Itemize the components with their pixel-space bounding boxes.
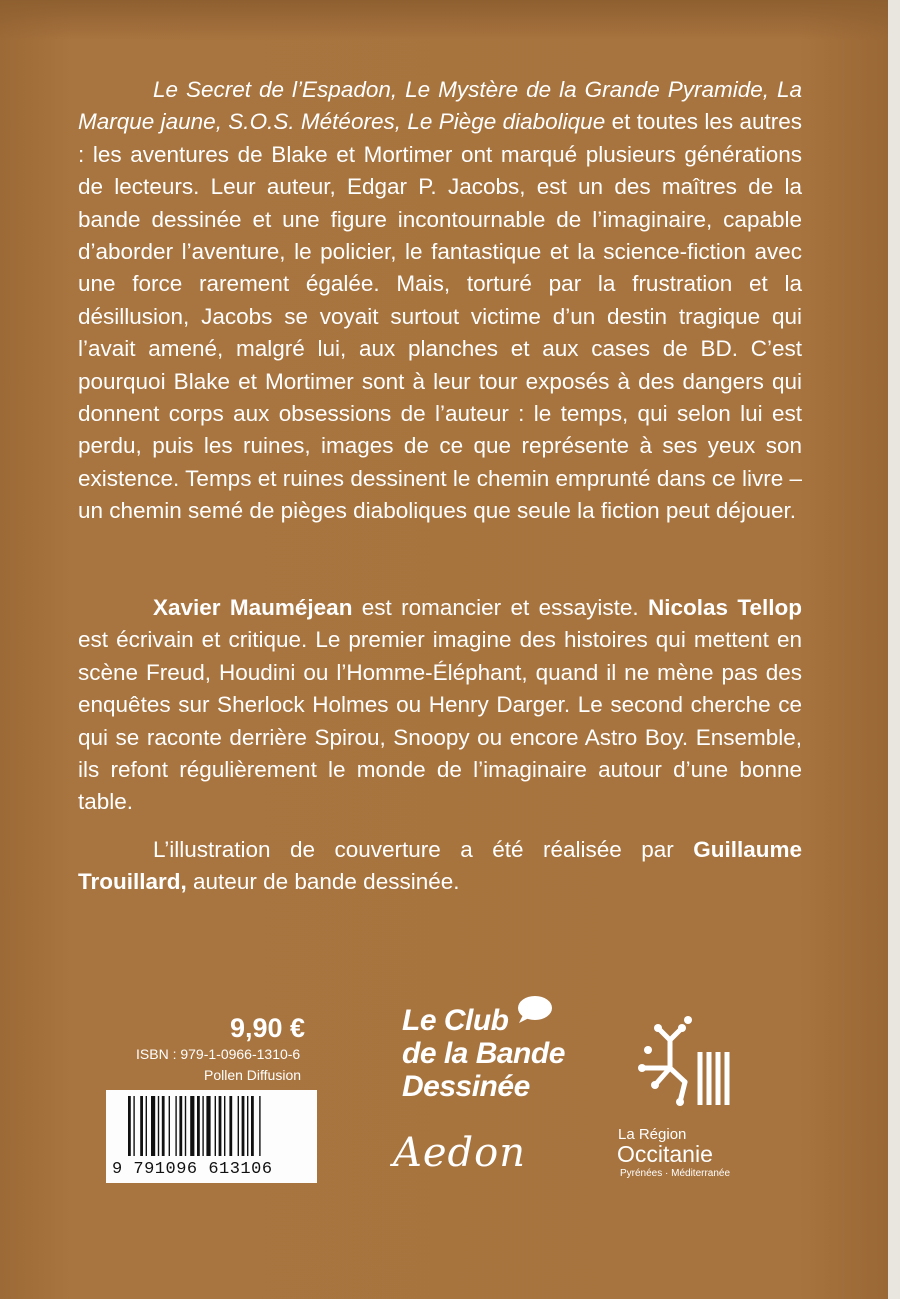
barcode-bar xyxy=(229,1096,232,1156)
club-logo-line: Dessinée xyxy=(402,1070,530,1103)
isbn: ISBN : 979-1-0966-1310-6 xyxy=(136,1046,301,1062)
club-logo-line: de la Bande xyxy=(402,1037,565,1070)
speech-bubble-icon xyxy=(515,995,553,1025)
scan-shadow xyxy=(0,0,888,40)
barcode-bar xyxy=(247,1096,248,1156)
author-name-2: Nicolas Tellop xyxy=(648,595,802,620)
barcode-bar xyxy=(224,1096,225,1156)
barcode-bar xyxy=(202,1096,203,1156)
barcode-bar xyxy=(158,1096,159,1156)
barcode-bar xyxy=(238,1096,239,1156)
barcode-bars xyxy=(106,1090,317,1160)
illustration-credit xyxy=(78,834,802,899)
barcode-bar xyxy=(133,1096,134,1156)
barcode-bar xyxy=(251,1096,254,1156)
publisher-logo: Aedon xyxy=(393,1130,527,1176)
barcode-bar xyxy=(185,1096,186,1156)
region-label: La Région xyxy=(618,1126,687,1143)
barcode-bar xyxy=(259,1096,260,1156)
distributor: Pollen Diffusion xyxy=(204,1067,302,1083)
barcode-bar xyxy=(151,1096,155,1156)
authors-paragraph xyxy=(78,592,802,819)
barcode-bar xyxy=(146,1096,147,1156)
blurb-titles: Le Secret de l’Espadon, Le Mystère de la Grande Pyramide, La Marque jaune, S.O.S. Météores, Le Piège diabolique xyxy=(78,77,802,135)
barcode-bar xyxy=(128,1096,131,1156)
blurb-paragraph xyxy=(78,74,802,528)
barcode-bar xyxy=(169,1096,170,1156)
barcode-bar xyxy=(162,1096,165,1156)
illustration-text: L’illustration de couverture a été réalisée par xyxy=(153,837,674,862)
barcode-bar xyxy=(190,1096,194,1156)
barcode-bar xyxy=(242,1096,245,1156)
authors-text: est écrivain et critique. Le premier imagine des histoires qui mettent en scène Freud, Houdini ou l’Homme-Éléphant, quand il ne mène pas des enquêtes sur Sherlock Holmes ou Henry Darger. Le second cherche ce qui se raconte derrière Spirou, Snoopy ou encore Astro Boy. Ensemble, ils refont régulièrement le monde de l’imaginaire autour d’une bonne table. xyxy=(78,627,802,815)
barcode-digits: 9 791096 613106 xyxy=(112,1160,273,1179)
author-name-1: Xavier Mauméjean xyxy=(153,595,353,620)
barcode-bar xyxy=(140,1096,143,1156)
barcode-bar xyxy=(175,1096,176,1156)
author-role-1: est romancier et essayiste. xyxy=(361,595,639,620)
illustrator-name: Guillaume Trouillard, xyxy=(78,837,802,895)
region-subtitle: Pyrénées · Méditerranée xyxy=(620,1168,731,1179)
barcode-bar xyxy=(215,1096,216,1156)
barcode-bar xyxy=(197,1096,200,1156)
barcode-bar xyxy=(179,1096,182,1156)
blurb-text: et toutes les autres : les aventures de Blake et Mortimer ont marqué plusieurs générations de lecteurs. Leur auteur, Edgar P. Jacobs, est un des maîtres de la bande dessinée et une figure incontournable de l’imaginaire, capable d’aborder l’aventure, le policier, le fantastique et la science-fiction avec une force rarement égalée. Mais, torturé par la frustration et la désillusion, Jacobs se voyait surtout victime d’un destin tragique qui l’avait amené, malgré lui, aux planches et aux cases de BD. C’est pourquoi Blake et Mortimer sont à leur tour exposés à des dangers qui donnent corps aux obsessions de l’auteur : le temps, qui selon lui est perdu, puis les ruines, images de ce que représente à ses yeux son existence. Temps et ruines dessinent le chemin emprunté dans ce livre – un chemin semé de pièges diaboliques que seule la fiction peut déjouer. xyxy=(78,109,802,524)
barcode-bar xyxy=(206,1096,210,1156)
occitanie-cross-icon xyxy=(630,1010,740,1120)
barcode-bar xyxy=(219,1096,222,1156)
region-name: Occitanie xyxy=(617,1141,713,1167)
price: 9,90 € xyxy=(230,1013,306,1043)
illustration-suffix: auteur de bande dessinée. xyxy=(193,869,460,895)
barcode xyxy=(106,1090,317,1183)
club-logo-line: Le Club xyxy=(402,1004,509,1037)
